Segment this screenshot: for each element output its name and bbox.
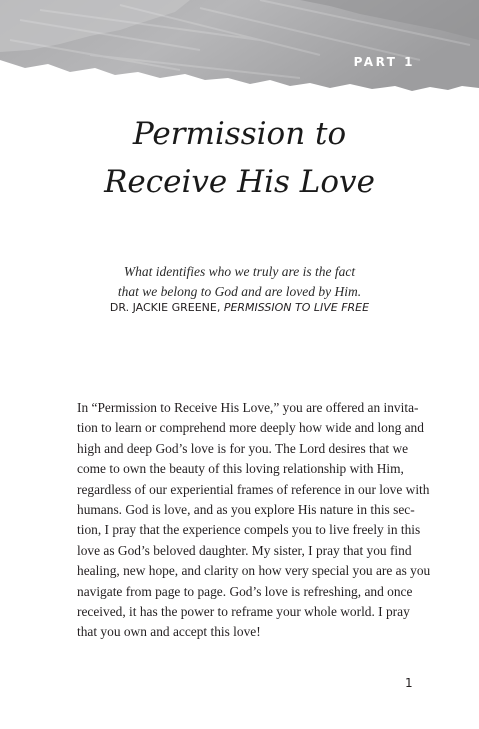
body-line: tion, I pray that the experience compels you to live freely in this — [77, 522, 421, 538]
epigraph-attribution — [0, 301, 479, 314]
title-line-2: Receive His Love — [104, 164, 375, 200]
body-line: come to own the beauty of this loving relationship with Him, — [77, 461, 404, 477]
body-line: tion to learn or comprehend more deeply how wide and long and — [77, 420, 424, 436]
body-line: navigate from page to page. God’s love is refreshing, and once — [77, 583, 413, 599]
page-title — [0, 110, 479, 206]
body-paragraph — [77, 398, 431, 643]
epigraph-line-1: What identifies who we truly are is the fact — [123, 264, 356, 279]
body-line: In “Permission to Receive His Love,” you are offered an invita- — [77, 400, 419, 415]
page-number: 1 — [405, 676, 413, 690]
body-line: humans. God is love, and as you explore His nature in this sec- — [77, 502, 415, 518]
part-label: PART 1 — [353, 55, 415, 69]
body-line: high and deep God’s love is for you. The Lord desires that we — [77, 440, 409, 456]
body-line: that you own and accept this love! — [77, 624, 261, 640]
body-line: regardless of our experiential frames of reference in our love with — [77, 481, 430, 497]
body-line: love as God’s beloved daughter. My sister, I pray that you find — [77, 542, 412, 558]
attribution-book: PERMISSION TO LIVE FREE — [223, 301, 370, 314]
title-line-1: Permission to — [132, 116, 347, 152]
body-line: received, it has the power to reframe your whole world. I pray — [77, 604, 410, 620]
attribution-author: DR. JACKIE GREENE, — [109, 301, 221, 314]
epigraph-line-2: that we belong to God and are loved by Him. — [117, 284, 362, 299]
body-line: healing, new hope, and clarity on how very special you are as you — [77, 563, 431, 579]
epigraph-quote — [0, 262, 479, 302]
